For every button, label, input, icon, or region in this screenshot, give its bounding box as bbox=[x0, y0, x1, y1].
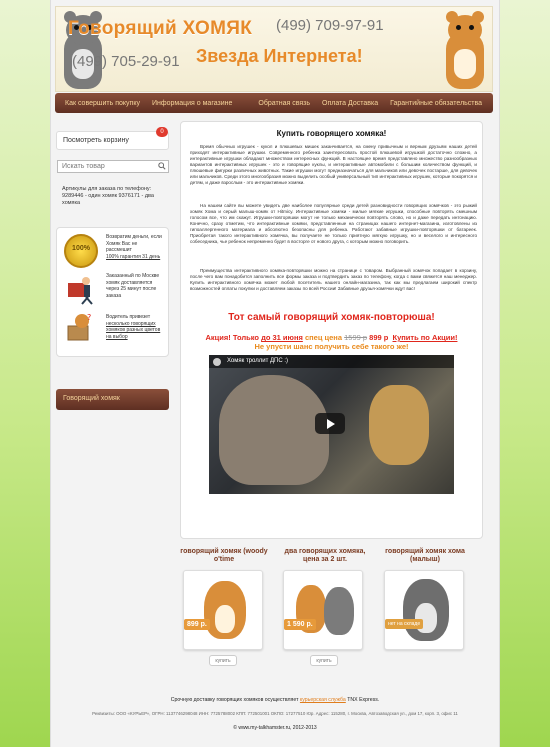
page-title: Купить говорящего хомяка! bbox=[276, 129, 387, 138]
guarantee-link[interactable]: 100% гарантия 31 день bbox=[106, 253, 161, 260]
promo-prefix: Акция! Только bbox=[205, 333, 259, 342]
promo-subline: Не упусти шанс получить себе такого же! bbox=[254, 342, 409, 351]
intro-paragraph-1: Время обычных игрушек - кукол и плюшевых мишек заканчивается, на смену привычным и верным друзьям наших детей приходят интерактивные игрушки. Современного ребенка заинтересовать простой плюшевой игрушкой достаточно сложно, а интерактивные игрушки обладают множеством интересных функций. В настоящее время представлено множество разнообразных вариантов интерактивных игрушек - это и говорящие куклы, и интерактивные автомобили с большим количеством функций, и плюшевые фигурки различных животных. Такие игрушки могут предназначаться для мальчиков или девочек постарше, для девочек или мальчиков. Среди этого многообразия можно выделить особый универсальный тип интерактивных игрушек, которые покорятся и детям, и даже взрослым - это интерактивные хомяки. bbox=[190, 144, 477, 185]
stock-badge-malysh: нет на складе bbox=[385, 619, 423, 629]
svg-text:?: ? bbox=[87, 313, 92, 322]
guarantee-text-main: Возвратим деньги, если Хомяк Вас не рассмешит bbox=[106, 234, 162, 254]
promo-offer-line bbox=[180, 333, 483, 342]
delivery-text: Заказанный по Москве хомяк доставляется через 25 минут после заказа bbox=[106, 273, 160, 299]
video-frame-hamster bbox=[369, 385, 429, 465]
sidebar-item-hamster[interactable]: Говорящий хомяк bbox=[56, 389, 169, 410]
nav-item-guarantee[interactable]: Гарантийные обязательства bbox=[390, 99, 483, 107]
product-image-two[interactable] bbox=[283, 570, 363, 650]
intro-paragraph-2: На нашем сайте вы можете увидеть две наиболее популярные среди детей разновидности говорящих хомячков - это рыжий хомяк Хома и серый малыш-хомяк от Hitmicy. Интерактивные хомяки - милые мягкие игрушки, способные повторять смешным голосом все, что им скажут. Игрушки-повторяшки могут не только механически повторять слово, но и даже передать интонацию. Конечно, сразу отметим, что интерактивные хомяки, представленные на страницах нашего интернет-магазина, изготовлены из гипоаллергенного материала и абсолютно безопасны для ребенка. Работают забавные игрушки-повторяшки от батареек. Приобретая такого интерактивного хомячка, вы получаете не только приятную мягкую игрушку, но и веселого и интересного собеседника, чье ребенок непременно будет в восторге от нового друга, с которым можно поговорить. bbox=[190, 203, 477, 244]
buy-button-two[interactable]: купить bbox=[310, 655, 338, 666]
parcel-hamster-icon bbox=[66, 312, 94, 342]
video-frame-person bbox=[219, 375, 329, 485]
search-icon[interactable] bbox=[158, 162, 166, 170]
footer-delivery bbox=[55, 697, 495, 703]
footer-copyright: © www.my-talkhamster.ru, 2012-2013 bbox=[233, 725, 317, 731]
view-cart-button[interactable]: Посмотреть корзину bbox=[56, 131, 169, 150]
buy-button-woody[interactable]: купить bbox=[209, 655, 237, 666]
phone-top: (499) 709-97-91 bbox=[276, 17, 384, 34]
driver-text bbox=[106, 314, 164, 340]
play-icon[interactable] bbox=[315, 413, 345, 434]
footer-delivery-text: Срочную доставку говорящих хомяков осуществляет bbox=[170, 697, 299, 703]
cart-count-badge: 0 bbox=[156, 127, 168, 137]
search-input[interactable]: Искать товар bbox=[57, 160, 169, 173]
nav-item-payment[interactable]: Оплата Доставка bbox=[322, 99, 379, 107]
product-title-woody[interactable]: говорящий хомяк (woody o'time bbox=[180, 548, 268, 563]
product-title-malysh[interactable]: говорящий хомяк хома (малыш) bbox=[385, 548, 465, 563]
price-badge-two: 1 590 р. bbox=[284, 619, 316, 630]
nav-item-how-to-buy[interactable]: Как совершить покупку bbox=[65, 99, 140, 107]
orange-hamster-icon bbox=[442, 9, 488, 91]
hamster-belly bbox=[215, 605, 235, 633]
nav-item-feedback[interactable]: Обратная связь bbox=[258, 99, 310, 107]
product-image-woody[interactable] bbox=[183, 570, 263, 650]
phone-bottom: (499) 705-29-91 bbox=[72, 53, 180, 70]
guarantee-text bbox=[106, 234, 164, 260]
promo-spec: спец цена bbox=[304, 333, 343, 342]
courier-icon bbox=[64, 275, 98, 305]
footer-delivery-suffix: TNX Express. bbox=[347, 697, 380, 703]
channel-avatar-icon bbox=[213, 358, 221, 366]
old-price: 1599 р bbox=[344, 333, 368, 342]
intro-paragraph-3: Преимущества интерактивного хомяка-повторяшки можно на странице с товаром. Выбранный хомячок попадает в корзину, после чего вам понадобится заполнить все формы заказа и подтвердить заказ по телефону, когда с вами свяжется наш менеджер. Купить интерактивного хомячка может любой посетитель нашего онлайн-магазина, так как мы предлагаем широкий спектр возможностей оплаты покупки и доставляем заказы по всей России! Забавные друзья-хомячки ждут вас! bbox=[190, 268, 477, 291]
buy-promo-link[interactable]: Купить по Акции! bbox=[392, 333, 458, 342]
courier-service-link[interactable]: курьерская служба bbox=[299, 697, 346, 703]
promo-headline: Тот самый говорящий хомяк-повторюша! bbox=[228, 312, 435, 323]
seal-label: 100% bbox=[72, 245, 90, 252]
site-slogan: Звезда Интернета! bbox=[196, 46, 363, 66]
product-title-two[interactable]: два говорящих хомяка, цена за 2 шт. bbox=[284, 548, 366, 563]
price-badge-woody: 899 р. bbox=[184, 619, 210, 630]
site-title[interactable]: Говорящий ХОМЯК bbox=[68, 18, 253, 39]
video-title[interactable]: Хомяк троллит ДПС :) bbox=[209, 355, 454, 368]
order-articles-text: Артикулы для заказа по телефону: 9289446 - один хомяк 9376171 - два хомяка bbox=[62, 186, 154, 206]
promo-date: до 31 июня bbox=[261, 333, 303, 342]
product-image-malysh[interactable] bbox=[384, 570, 464, 650]
nav-item-about[interactable]: Информация о магазине bbox=[151, 99, 233, 107]
gray-hamster-icon bbox=[324, 587, 354, 635]
new-price: 899 р bbox=[369, 333, 389, 342]
video-player[interactable] bbox=[209, 355, 454, 494]
driver-text-main: Водитель привезет bbox=[106, 314, 151, 320]
driver-link[interactable]: несколько говорящих хомяков разных цветов на выбор bbox=[106, 320, 161, 340]
footer-requisites: Реквизиты: ООО «КУРЬЕР», ОГРН: 1137746298048 ИНН: 7725788002 КПП: 772501001 ОКПО: 17277510 Юр. Адрес: 115280, г. Москва, Автозаводская ул., дом 17, корп. 3, офис 11 bbox=[92, 711, 458, 716]
main-nav bbox=[55, 93, 493, 113]
